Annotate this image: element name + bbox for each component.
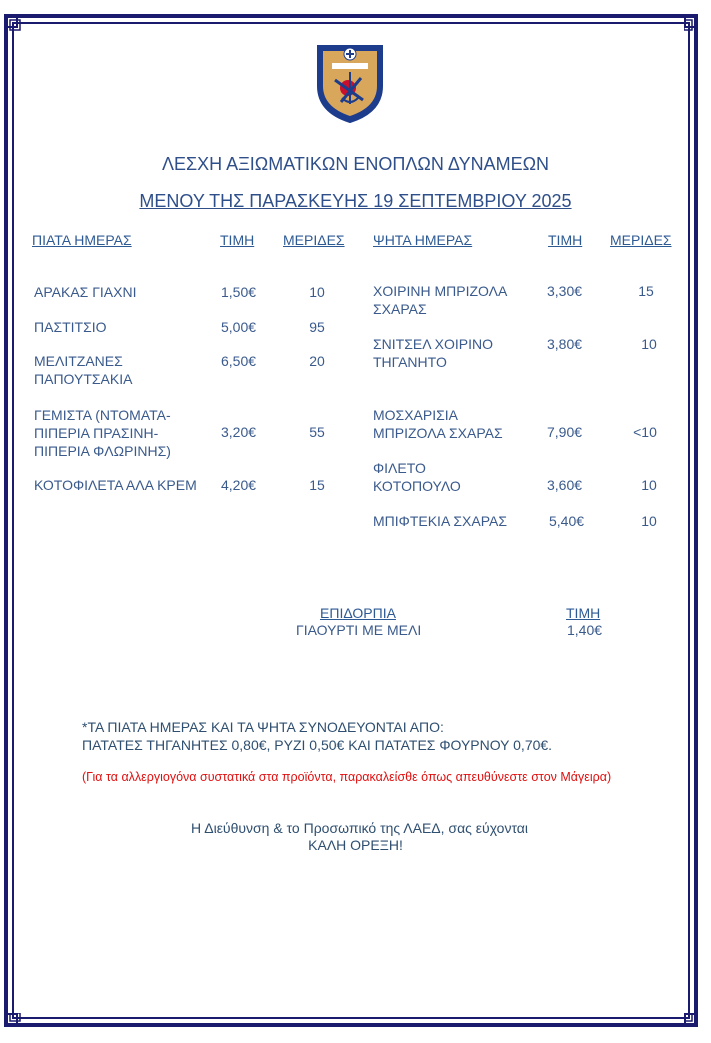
corner-ornament-bottom-right [684,1013,698,1027]
closing-bon-appetit: ΚΑΛΗ ΟΡΕΞΗ! [308,837,403,853]
dish-portions: 15 [309,477,325,493]
dessert-price: 1,40€ [567,622,603,638]
dish-price: 3,30€ [547,283,583,299]
page-title: ΛΕΣΧΗ ΑΞΙΩΜΑΤΙΚΩΝ ΕΝΟΠΛΩΝ ΔΥΝΑΜΕΩΝ [161,154,550,174]
dish-name: ΦΙΛΕΤΟ ΚΟΤΟΠΟΥΛΟ [373,460,461,494]
col-header-price-right: ΤΙΜΗ [548,232,583,248]
dish-price: 7,90€ [547,424,583,440]
dish-name: ΓΕΜΙΣΤΑ (ΝΤΟΜΑΤΑ-ΠΙΠΕΡΙΑ ΠΡΑΣΙΝΗ-ΠΙΠΕΡΙΑ ΦΛΩΡΙΝΗΣ) [34,407,171,459]
dish-portions: 55 [309,424,325,440]
col-header-daily-dishes: ΠΙΑΤΑ ΗΜΕΡΑΣ [32,232,132,248]
dish-name: ΑΡΑΚΑΣ ΓΙΑΧΝΙ [34,284,137,300]
dish-name: ΚΟΤΟΦΙΛΕΤΑ ΑΛΑ ΚΡΕΜ [34,477,197,493]
dish-portions: 10 [641,477,657,493]
side-dishes-note-line1: *ΤΑ ΠΙΑΤΑ ΗΜΕΡΑΣ ΚΑΙ ΤΑ ΨΗΤΑ ΣΥΝΟΔΕΥΟΝΤΑΙ ΑΠΟ: [82,719,444,735]
dish-price: 6,50€ [221,353,257,369]
dish-price: 3,80€ [547,336,583,352]
corner-ornament-bottom-left [4,1013,18,1027]
side-dishes-note-line2: ΠΑΤΑΤΕΣ ΤΗΓΑΝΗΤΕΣ 0,80€, ΡΥΖΙ 0,50€ ΚΑΙ ΠΑΤΑΤΕΣ ΦΟΥΡΝΟΥ 0,70€. [82,737,553,753]
dish-name: ΧΟΙΡΙΝΗ ΜΠΡΙΖΟΛΑ ΣΧΑΡΑΣ [373,283,507,317]
col-header-price-left: ΤΙΜΗ [220,232,255,248]
dish-price: 5,00€ [221,319,257,335]
emblem-logo [315,42,385,124]
dish-name: ΠΑΣΤΙΤΣΙΟ [34,319,107,335]
dish-name: ΜΠΙΦΤΕΚΙΑ ΣΧΑΡΑΣ [373,513,508,529]
closing-greeting: Η Διεύθυνση & το Προσωπικό της ΛΑΕΔ, σας εύχονται [191,820,528,836]
corner-ornament-top-right [684,14,698,28]
menu-date-title: ΜΕΝΟΥ ΤΗΣ ΠΑΡΑΣΚΕΥΗΣ 19 ΣΕΠΤΕΜΒΡΙΟΥ 2025 [139,191,572,211]
corner-ornament-top-left [4,14,18,28]
dish-price: 1,50€ [221,284,257,300]
col-header-grilled-dishes: ΨΗΤΑ ΗΜΕΡΑΣ [373,232,473,248]
dish-price: 5,40€ [549,513,585,529]
dessert-name: ΓΙΑΟΥΡΤΙ ΜΕ ΜΕΛΙ [296,622,422,638]
dish-portions: 15 [638,283,654,299]
dish-name: ΣΝΙΤΣΕΛ ΧΟΙΡΙΝΟ ΤΗΓΑΝΗΤΟ [373,336,494,370]
dish-portions: 95 [309,319,325,335]
col-header-portions-left: ΜΕΡΙΔΕΣ [283,232,345,248]
dish-portions: <10 [633,424,657,440]
dish-portions: 10 [309,284,325,300]
dish-price: 4,20€ [221,477,257,493]
allergen-warning: (Για τα αλλεργιογόνα συστατικά στα προϊόντα, παρακαλείσθε όπως απευθύνεστε στον Μάγειρα) [82,770,612,784]
dish-name: ΜΕΛΙΤΖΑΝΕΣ ΠΑΠΟΥΤΣΑΚΙΑ [34,353,133,387]
dish-name: ΜΟΣΧΑΡΙΣΙΑ ΜΠΡΙΖΟΛΑ ΣΧΑΡΑΣ [373,407,503,441]
dish-price: 3,60€ [547,477,583,493]
dish-price: 3,20€ [221,424,257,440]
dish-portions: 20 [309,353,325,369]
col-header-portions-right: ΜΕΡΙΔΕΣ [610,232,672,248]
col-header-dessert: ΕΠΙΔΟΡΠΙΑ [320,605,396,621]
dish-portions: 10 [641,513,657,529]
dish-portions: 10 [641,336,657,352]
col-header-dessert-price: ΤΙΜΗ [566,605,601,621]
